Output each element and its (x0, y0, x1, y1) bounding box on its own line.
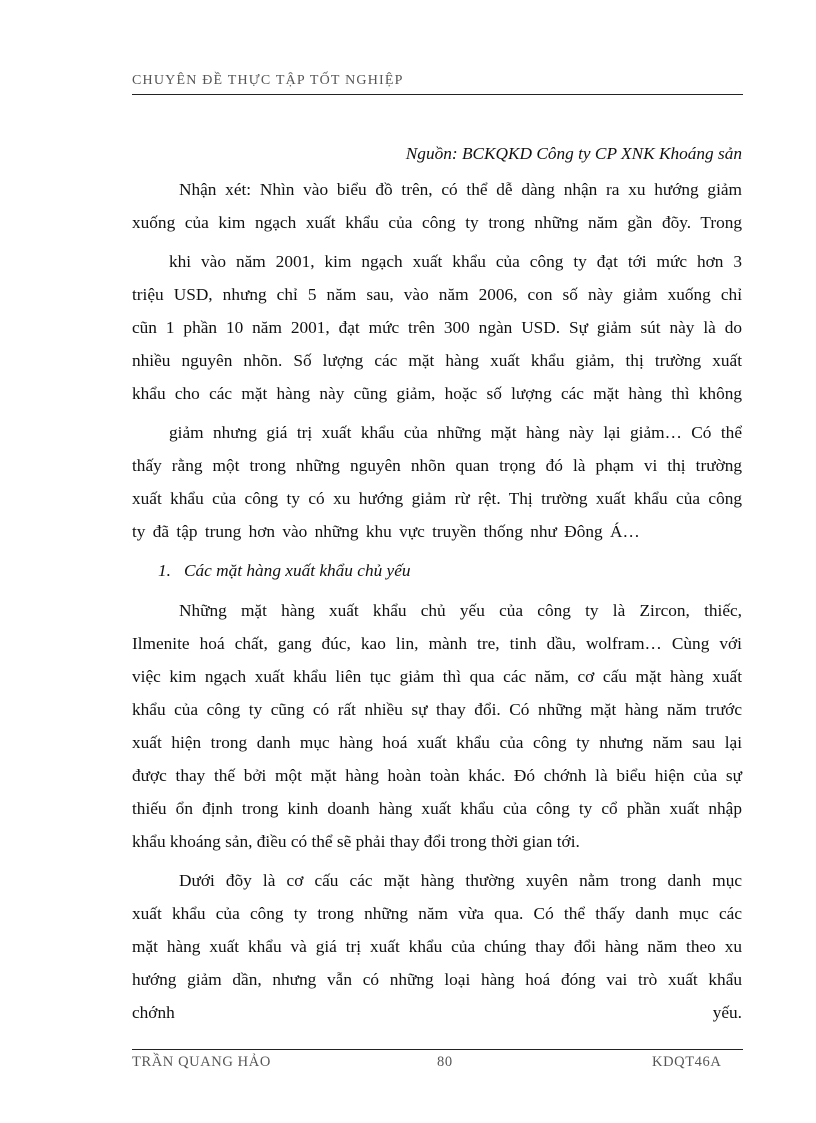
paragraph-line: khẩu của công ty cũng có rất nhiều sự thay đổi. Có những mặt hàng năm trước (132, 700, 742, 719)
paragraph-line: khi vào năm 2001, kim ngạch xuất khẩu của công ty đạt tới mức hơn 3 (169, 252, 742, 271)
footer-author: TRẦN QUANG HẢO (132, 1054, 271, 1070)
paragraph-line: thấy rằng một trong những nguyên nhõn quan trọng đó là phạm vi thị trường (132, 456, 742, 475)
paragraph-line: khẩu cho các mặt hàng này cũng giảm, hoặc số lượng các mặt hàng thì không (132, 384, 742, 403)
source-note: Nguồn: BCKQKD Công ty CP XNK Khoáng sản (405, 144, 742, 163)
paragraph-line: Dưới đõy là cơ cấu các mặt hàng thường xuyên nằm trong danh mục (179, 871, 742, 890)
section-number: 1. (158, 561, 171, 580)
paragraph-line: xuất khẩu của công ty trong những năm vừa qua. Có thể thấy danh mục các (132, 904, 742, 923)
paragraph-line: khẩu khoáng sản, điều có thể sẽ phải thay đổi trong thời gian tới. (132, 832, 580, 851)
section-title: Các mặt hàng xuất khẩu chủ yếu (184, 561, 411, 580)
section-heading (158, 561, 411, 581)
paragraph-line: giảm nhưng giá trị xuất khẩu của những mặt hàng này lại giảm… Có thể (169, 423, 742, 442)
header-rule (132, 94, 743, 95)
paragraph-line: triệu USD, nhưng chỉ 5 năm sau, vào năm 2006, con số này giảm xuống chỉ (132, 285, 742, 304)
paragraph-line: được thay thế bởi một mặt hàng hoàn toàn khác. Đó chớnh là biểu hiện của sự (132, 766, 742, 785)
footer-class-code: KDQT46A (652, 1054, 722, 1070)
footer-rule (132, 1049, 743, 1050)
paragraph-line: Những mặt hàng xuất khẩu chủ yếu của công ty là Zircon, thiếc, (179, 601, 742, 620)
page-number: 80 (437, 1054, 453, 1070)
running-header: CHUYÊN ĐỀ THỰC TẬP TỐT NGHIỆP (132, 73, 404, 88)
paragraph-line: xuống của kim ngạch xuất khẩu của công ty trong những năm gần đõy. Trong (132, 213, 742, 232)
paragraph-line: hướng giảm dần, nhưng vẫn có những loại hàng hoá đóng vai trò xuất khẩu (132, 970, 742, 989)
paragraph-line: mặt hàng xuất khẩu và giá trị xuất khẩu của chúng thay đổi hàng năm theo xu (132, 937, 742, 956)
paragraph-line: xuất khẩu của công ty có xu hướng giảm rừ rệt. Thị trường xuất khẩu của công (132, 489, 742, 508)
paragraph-line: việc kim ngạch xuất khẩu liên tục giảm thì qua các năm, cơ cấu mặt hàng xuất (132, 667, 742, 686)
paragraph-line: thiếu ổn định trong kinh doanh hàng xuất khẩu của công ty cổ phần xuất nhập (132, 799, 742, 818)
paragraph-line: xuất hiện trong danh mục hàng hoá xuất khẩu của công ty nhưng năm sau lại (132, 733, 742, 752)
paragraph-line: Nhận xét: Nhìn vào biểu đồ trên, có thể dễ dàng nhận ra xu hướng giảm (179, 180, 742, 199)
paragraph-line: ty đã tập trung hơn vào những khu vực truyền thống như Đông Á… (132, 522, 640, 541)
paragraph-line: Ilmenite hoá chất, gang đúc, kao lin, mành tre, tinh dầu, wolfram… Cùng với (132, 634, 742, 653)
paragraph-line: cũn 1 phần 10 năm 2001, đạt mức trên 300 ngàn USD. Sự giảm sút này là do (132, 318, 742, 337)
paragraph-line: chớnh yếu. (132, 1003, 742, 1022)
paragraph-line: nhiều nguyên nhõn. Số lượng các mặt hàng xuất khẩu giảm, thị trường xuất (132, 351, 742, 370)
